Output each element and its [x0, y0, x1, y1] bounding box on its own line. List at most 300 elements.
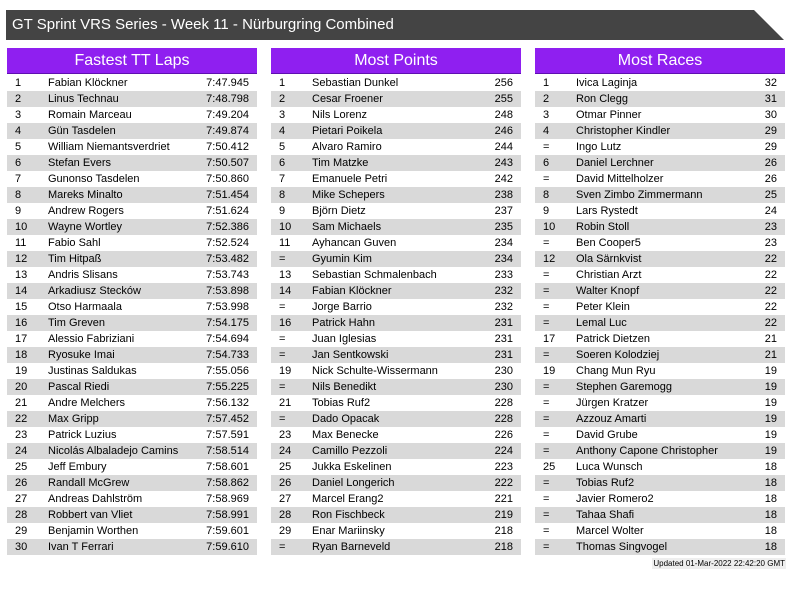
position-cell: 14	[279, 285, 292, 297]
value-cell: 232	[494, 285, 513, 297]
driver-name-cell: Marcel Erang2	[312, 493, 384, 505]
table-row	[535, 219, 785, 235]
title-banner	[6, 10, 784, 40]
panel-heading: Fastest TT Laps	[7, 48, 257, 74]
table-row	[535, 395, 785, 411]
position-cell: 3	[543, 109, 550, 121]
position-cell: 13	[15, 269, 28, 281]
position-cell: =	[543, 269, 550, 281]
driver-name-cell: Walter Knopf	[576, 285, 640, 297]
driver-name-cell: Luca Wunsch	[576, 461, 643, 473]
value-cell: 7:55.056	[206, 365, 249, 377]
value-cell: 256	[494, 77, 513, 89]
position-cell: 10	[15, 221, 28, 233]
driver-name-cell: Benjamin Worthen	[48, 525, 139, 537]
driver-name-cell: Otso Harmaala	[48, 301, 122, 313]
value-cell: 23	[764, 221, 777, 233]
value-cell: 7:50.860	[206, 173, 249, 185]
value-cell: 7:51.624	[206, 205, 249, 217]
value-cell: 230	[494, 381, 513, 393]
position-cell: =	[543, 493, 550, 505]
value-cell: 26	[764, 157, 777, 169]
driver-name-cell: Patrick Hahn	[312, 317, 375, 329]
table-row	[535, 411, 785, 427]
value-cell: 19	[764, 365, 777, 377]
driver-name-cell: Juan Iglesias	[312, 333, 377, 345]
value-cell: 23	[764, 237, 777, 249]
value-cell: 7:59.610	[206, 541, 249, 553]
table-row	[271, 539, 521, 555]
position-cell: =	[279, 333, 286, 345]
position-cell: 1	[543, 77, 550, 89]
position-cell: 7	[279, 173, 286, 185]
leaderboard-rows	[7, 75, 257, 555]
position-cell: 19	[15, 365, 28, 377]
table-row	[271, 459, 521, 475]
driver-name-cell: Fabian Klöckner	[312, 285, 392, 297]
driver-name-cell: Sven Zimbo Zimmermann	[576, 189, 703, 201]
value-cell: 7:51.454	[206, 189, 249, 201]
table-row	[535, 315, 785, 331]
table-row	[271, 411, 521, 427]
value-cell: 244	[494, 141, 513, 153]
value-cell: 248	[494, 109, 513, 121]
position-cell: 2	[15, 93, 22, 105]
table-row	[7, 203, 257, 219]
position-cell: 17	[543, 333, 556, 345]
value-cell: 237	[494, 205, 513, 217]
position-cell: 23	[15, 429, 28, 441]
value-cell: 18	[764, 461, 777, 473]
driver-name-cell: Alessio Fabriziani	[48, 333, 135, 345]
position-cell: =	[279, 301, 286, 313]
table-row	[535, 523, 785, 539]
value-cell: 234	[494, 237, 513, 249]
position-cell: 6	[279, 157, 286, 169]
table-row	[271, 155, 521, 171]
driver-name-cell: Robin Stoll	[576, 221, 630, 233]
driver-name-cell: Romain Marceau	[48, 109, 132, 121]
position-cell: 10	[279, 221, 292, 233]
table-row	[535, 123, 785, 139]
position-cell: 23	[279, 429, 292, 441]
table-row	[271, 443, 521, 459]
driver-name-cell: Stefan Evers	[48, 157, 111, 169]
table-row	[535, 251, 785, 267]
value-cell: 7:54.733	[206, 349, 249, 361]
table-row	[7, 267, 257, 283]
position-cell: 10	[543, 221, 556, 233]
driver-name-cell: Nils Benedikt	[312, 381, 377, 393]
table-row	[535, 491, 785, 507]
position-cell: 19	[543, 365, 556, 377]
position-cell: 1	[279, 77, 286, 89]
position-cell: =	[543, 413, 550, 425]
value-cell: 18	[764, 477, 777, 489]
driver-name-cell: Ben Cooper5	[576, 237, 641, 249]
table-row	[271, 331, 521, 347]
position-cell: =	[543, 173, 550, 185]
driver-name-cell: Otmar Pinner	[576, 109, 642, 121]
driver-name-cell: Dado Opacak	[312, 413, 380, 425]
table-row	[7, 507, 257, 523]
position-cell: 2	[279, 93, 286, 105]
position-cell: 17	[15, 333, 28, 345]
position-cell: 27	[15, 493, 28, 505]
position-cell: 27	[279, 493, 292, 505]
driver-name-cell: Linus Technau	[48, 93, 119, 105]
position-cell: 29	[15, 525, 28, 537]
value-cell: 7:58.991	[206, 509, 249, 521]
value-cell: 7:56.132	[206, 397, 249, 409]
table-row	[7, 283, 257, 299]
value-cell: 230	[494, 365, 513, 377]
value-cell: 242	[494, 173, 513, 185]
driver-name-cell: Fabio Sahl	[48, 237, 101, 249]
value-cell: 219	[494, 509, 513, 521]
value-cell: 22	[764, 253, 777, 265]
driver-name-cell: Patrick Luzius	[48, 429, 117, 441]
driver-name-cell: Sebastian Schmalenbach	[312, 269, 437, 281]
driver-name-cell: Tobias Ruf2	[312, 397, 371, 409]
table-row	[7, 155, 257, 171]
driver-name-cell: Enar Mariinsky	[312, 525, 385, 537]
driver-name-cell: Christopher Kindler	[576, 125, 671, 137]
value-cell: 238	[494, 189, 513, 201]
table-row	[7, 123, 257, 139]
value-cell: 25	[764, 189, 777, 201]
position-cell: =	[543, 541, 550, 553]
table-row	[271, 235, 521, 251]
table-row	[271, 315, 521, 331]
value-cell: 18	[764, 541, 777, 553]
driver-name-cell: Sebastian Dunkel	[312, 77, 399, 89]
value-cell: 18	[764, 525, 777, 537]
table-row	[271, 347, 521, 363]
driver-name-cell: Sam Michaels	[312, 221, 382, 233]
position-cell: 21	[15, 397, 28, 409]
driver-name-cell: Ryan Barneveld	[312, 541, 391, 553]
panel-most-points	[271, 48, 521, 555]
value-cell: 7:58.862	[206, 477, 249, 489]
value-cell: 7:53.998	[206, 301, 249, 313]
driver-name-cell: Tahaa Shafi	[576, 509, 635, 521]
driver-name-cell: Mareks Minalto	[48, 189, 123, 201]
value-cell: 231	[494, 317, 513, 329]
position-cell: 8	[279, 189, 286, 201]
table-row	[271, 107, 521, 123]
position-cell: =	[543, 285, 550, 297]
position-cell: 22	[15, 413, 28, 425]
position-cell: =	[543, 381, 550, 393]
table-row	[7, 139, 257, 155]
value-cell: 19	[764, 397, 777, 409]
driver-name-cell: Pietari Poikela	[312, 125, 383, 137]
driver-name-cell: Soeren Kolodziej	[576, 349, 660, 361]
driver-name-cell: Cesar Froener	[312, 93, 383, 105]
position-cell: 11	[15, 237, 27, 249]
position-cell: 28	[15, 509, 28, 521]
driver-name-cell: Mike Schepers	[312, 189, 385, 201]
value-cell: 226	[494, 429, 513, 441]
value-cell: 19	[764, 445, 777, 457]
value-cell: 7:55.225	[206, 381, 249, 393]
value-cell: 18	[764, 509, 777, 521]
value-cell: 222	[494, 477, 513, 489]
value-cell: 7:54.694	[206, 333, 249, 345]
panel-heading: Most Races	[535, 48, 785, 74]
value-cell: 21	[764, 333, 777, 345]
position-cell: 19	[279, 365, 292, 377]
table-row	[7, 523, 257, 539]
position-cell: 8	[15, 189, 22, 201]
table-row	[271, 427, 521, 443]
position-cell: 8	[543, 189, 550, 201]
position-cell: =	[279, 349, 286, 361]
table-row	[535, 155, 785, 171]
value-cell: 22	[764, 269, 777, 281]
value-cell: 231	[494, 349, 513, 361]
driver-name-cell: Ingo Lutz	[576, 141, 622, 153]
position-cell: 2	[543, 93, 550, 105]
value-cell: 228	[494, 413, 513, 425]
position-cell: 20	[15, 381, 28, 393]
driver-name-cell: Robbert van Vliet	[48, 509, 133, 521]
value-cell: 7:59.601	[206, 525, 249, 537]
value-cell: 22	[764, 317, 777, 329]
value-cell: 243	[494, 157, 513, 169]
position-cell: 29	[279, 525, 292, 537]
value-cell: 223	[494, 461, 513, 473]
driver-name-cell: Andreas Dahlström	[48, 493, 143, 505]
position-cell: =	[543, 477, 550, 489]
driver-name-cell: Azzouz Amarti	[576, 413, 647, 425]
driver-name-cell: Anthony Capone Christopher	[576, 445, 718, 457]
value-cell: 7:53.482	[206, 253, 249, 265]
table-row	[535, 459, 785, 475]
table-row	[271, 75, 521, 91]
position-cell: 13	[279, 269, 292, 281]
table-row	[535, 267, 785, 283]
table-row	[271, 123, 521, 139]
table-row	[535, 539, 785, 555]
table-row	[535, 363, 785, 379]
position-cell: 9	[279, 205, 286, 217]
driver-name-cell: Jan Sentkowski	[312, 349, 389, 361]
table-row	[271, 299, 521, 315]
value-cell: 7:49.204	[206, 109, 249, 121]
position-cell: 9	[543, 205, 550, 217]
table-row	[535, 91, 785, 107]
position-cell: 12	[543, 253, 556, 265]
value-cell: 7:53.898	[206, 285, 249, 297]
driver-name-cell: Jukka Eskelinen	[312, 461, 392, 473]
table-row	[535, 379, 785, 395]
value-cell: 7:57.452	[206, 413, 249, 425]
driver-name-cell: Fabian Klöckner	[48, 77, 128, 89]
driver-name-cell: Pascal Riedi	[48, 381, 110, 393]
value-cell: 7:49.874	[206, 125, 249, 137]
table-row	[535, 235, 785, 251]
value-cell: 7:58.514	[206, 445, 249, 457]
driver-name-cell: Christian Arzt	[576, 269, 642, 281]
driver-name-cell: Wayne Wortley	[48, 221, 122, 233]
value-cell: 32	[764, 77, 777, 89]
position-cell: 16	[279, 317, 292, 329]
driver-name-cell: Tim Matzke	[312, 157, 369, 169]
panel-fastest-tt-laps	[7, 48, 257, 555]
table-row	[271, 363, 521, 379]
position-cell: 25	[543, 461, 556, 473]
value-cell: 7:53.743	[206, 269, 249, 281]
position-cell: =	[543, 317, 550, 329]
driver-name-cell: Andrew Rogers	[48, 205, 124, 217]
table-row	[271, 491, 521, 507]
panel-heading: Most Points	[271, 48, 521, 74]
table-row	[7, 91, 257, 107]
position-cell: 16	[15, 317, 28, 329]
driver-name-cell: Lemal Luc	[576, 317, 627, 329]
value-cell: 228	[494, 397, 513, 409]
value-cell: 29	[764, 125, 777, 137]
value-cell: 232	[494, 301, 513, 313]
driver-name-cell: Lars Rystedt	[576, 205, 638, 217]
driver-name-cell: Nick Schulte-Wissermann	[312, 365, 438, 377]
driver-name-cell: William Niemantsverdriet	[48, 141, 170, 153]
table-row	[7, 459, 257, 475]
table-row	[271, 475, 521, 491]
value-cell: 7:54.175	[206, 317, 249, 329]
table-row	[7, 219, 257, 235]
table-row	[271, 187, 521, 203]
value-cell: 218	[494, 541, 513, 553]
driver-name-cell: Thomas Singvogel	[576, 541, 668, 553]
table-row	[7, 363, 257, 379]
driver-name-cell: Marcel Wolter	[576, 525, 644, 537]
table-row	[535, 443, 785, 459]
driver-name-cell: Max Benecke	[312, 429, 379, 441]
driver-name-cell: Daniel Lerchner	[576, 157, 654, 169]
value-cell: 218	[494, 525, 513, 537]
position-cell: 26	[15, 477, 28, 489]
value-cell: 235	[494, 221, 513, 233]
value-cell: 26	[764, 173, 777, 185]
value-cell: 7:58.969	[206, 493, 249, 505]
driver-name-cell: Chang Mun Ryu	[576, 365, 656, 377]
driver-name-cell: Stephen Garemogg	[576, 381, 673, 393]
value-cell: 18	[764, 493, 777, 505]
driver-name-cell: David Mittelholzer	[576, 173, 664, 185]
table-row	[271, 523, 521, 539]
value-cell: 29	[764, 141, 777, 153]
position-cell: 24	[279, 445, 292, 457]
driver-name-cell: Ron Fischbeck	[312, 509, 385, 521]
table-row	[7, 395, 257, 411]
position-cell: 24	[15, 445, 28, 457]
driver-name-cell: Arkadiusz Stecków	[48, 285, 141, 297]
table-row	[271, 507, 521, 523]
driver-name-cell: Ivica Laginja	[576, 77, 638, 89]
value-cell: 31	[764, 93, 777, 105]
position-cell: 5	[15, 141, 22, 153]
table-row	[271, 203, 521, 219]
position-cell: =	[279, 541, 286, 553]
position-cell: 3	[15, 109, 22, 121]
position-cell: =	[279, 253, 286, 265]
value-cell: 255	[494, 93, 513, 105]
table-row	[271, 267, 521, 283]
value-cell: 7:57.591	[206, 429, 249, 441]
driver-name-cell: Gün Tasdelen	[48, 125, 116, 137]
value-cell: 221	[494, 493, 513, 505]
value-cell: 234	[494, 253, 513, 265]
table-row	[535, 507, 785, 523]
driver-name-cell: Jeff Embury	[48, 461, 107, 473]
position-cell: 6	[15, 157, 22, 169]
position-cell: =	[543, 397, 550, 409]
table-row	[7, 411, 257, 427]
table-row	[7, 299, 257, 315]
table-row	[535, 427, 785, 443]
table-row	[7, 427, 257, 443]
value-cell: 7:50.507	[206, 157, 249, 169]
table-row	[271, 395, 521, 411]
position-cell: 4	[15, 125, 22, 137]
position-cell: 28	[279, 509, 292, 521]
driver-name-cell: Randall McGrew	[48, 477, 130, 489]
driver-name-cell: Justinas Saldukas	[48, 365, 137, 377]
value-cell: 7:58.601	[206, 461, 249, 473]
position-cell: 12	[15, 253, 28, 265]
updated-timestamp: Updated 01-Mar-2022 22:42:20 GMT	[653, 559, 785, 568]
table-row	[7, 347, 257, 363]
table-row	[271, 91, 521, 107]
driver-name-cell: Gyumin Kim	[312, 253, 372, 265]
position-cell: 4	[543, 125, 550, 137]
driver-name-cell: Andris Slisans	[48, 269, 118, 281]
driver-name-cell: Camillo Pezzoli	[312, 445, 388, 457]
table-row	[535, 187, 785, 203]
position-cell: =	[543, 141, 550, 153]
table-row	[7, 443, 257, 459]
driver-name-cell: Gunonso Tasdelen	[48, 173, 140, 185]
table-row	[7, 491, 257, 507]
value-cell: 19	[764, 413, 777, 425]
driver-name-cell: Ron Clegg	[576, 93, 628, 105]
driver-name-cell: Javier Romero2	[576, 493, 654, 505]
table-row	[271, 379, 521, 395]
value-cell: 7:47.945	[206, 77, 249, 89]
position-cell: 30	[15, 541, 28, 553]
table-row	[271, 251, 521, 267]
driver-name-cell: Daniel Longerich	[312, 477, 395, 489]
position-cell: =	[543, 237, 550, 249]
driver-name-cell: Tobias Ruf2	[576, 477, 635, 489]
position-cell: =	[543, 349, 550, 361]
value-cell: 7:52.524	[206, 237, 249, 249]
value-cell: 231	[494, 333, 513, 345]
table-row	[271, 283, 521, 299]
table-row	[535, 107, 785, 123]
position-cell: =	[279, 381, 286, 393]
driver-name-cell: Patrick Dietzen	[576, 333, 650, 345]
table-row	[535, 475, 785, 491]
driver-name-cell: Nils Lorenz	[312, 109, 368, 121]
table-row	[535, 171, 785, 187]
table-row	[7, 379, 257, 395]
driver-name-cell: Jorge Barrio	[312, 301, 372, 313]
table-row	[535, 331, 785, 347]
